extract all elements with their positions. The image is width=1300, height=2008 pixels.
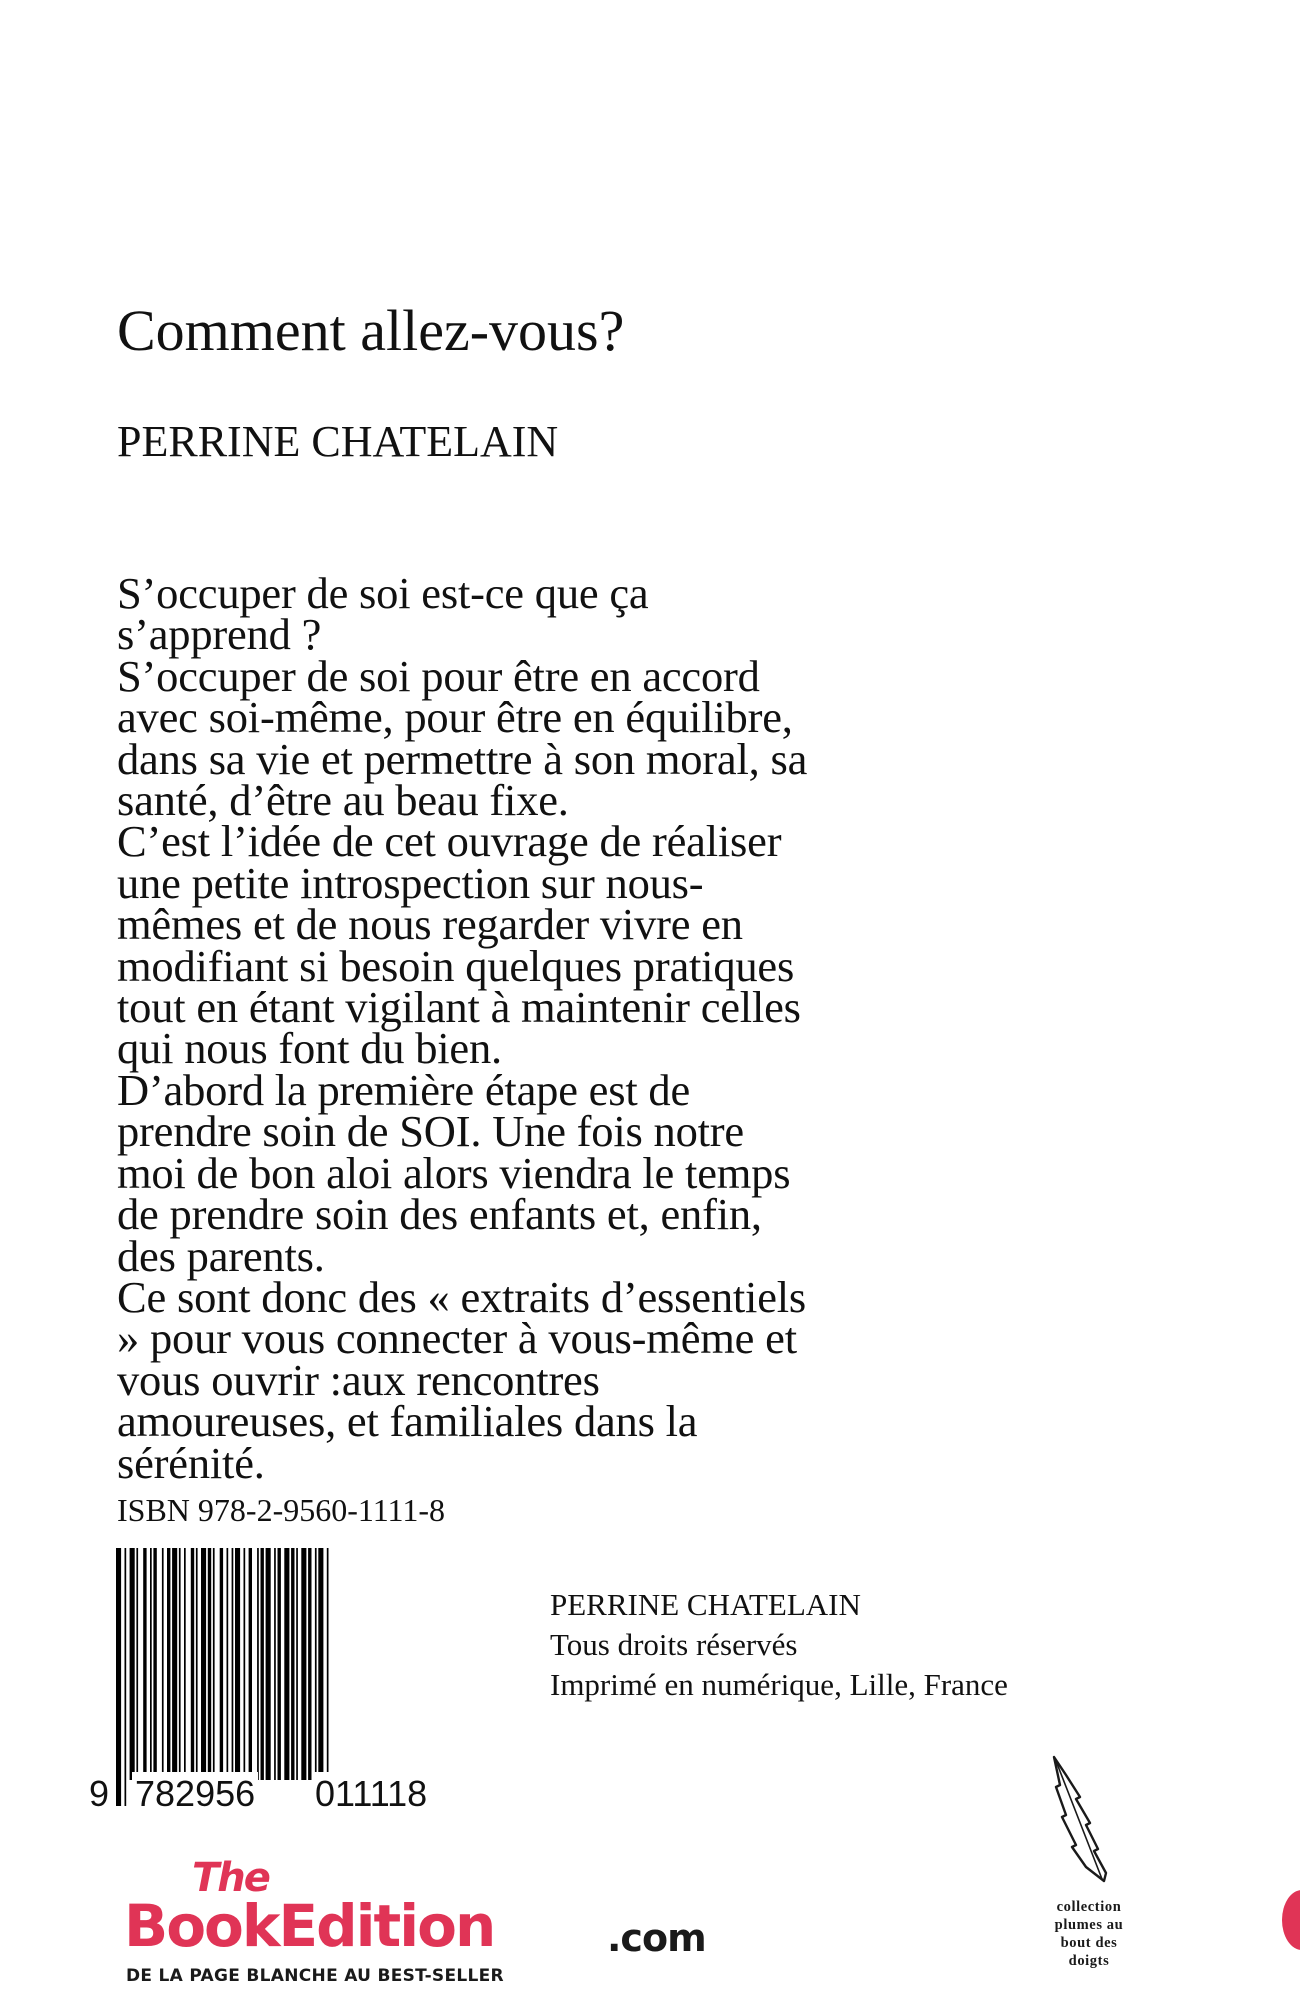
collection-line: bout des — [1060, 1935, 1118, 1951]
rights-printed: Imprimé en numérique, Lille, France — [550, 1667, 1008, 1702]
collection-line: doigts — [1068, 1953, 1110, 1969]
blurb-line: qui nous font du bien. — [117, 1023, 502, 1074]
blurb-line: » pour vous connecter à vous-même et — [117, 1313, 797, 1364]
blurb-line: modifiant si besoin quelques pratiques — [117, 940, 795, 991]
rights-reserved: Tous droits réservés — [550, 1627, 798, 1662]
blurb-line: une petite introspection sur nous- — [117, 857, 704, 908]
blurb-line: mêmes et de nous regarder vivre en — [117, 899, 743, 950]
isbn-label: ISBN 978-2-9560-1111-8 — [117, 1492, 445, 1528]
collection-line: collection — [1056, 1899, 1122, 1915]
logo-tagline: DE LA PAGE BLANCHE AU BEST-SELLER — [126, 1966, 504, 1986]
blurb-line: D’abord la première étape est de — [117, 1064, 691, 1115]
collection-label — [1034, 1898, 1144, 1970]
feather-icon — [1046, 1755, 1116, 1885]
blurb-line: S’occuper de soi est-ce que ça — [117, 568, 649, 618]
rights-author: PERRINE CHATELAIN — [550, 1587, 861, 1622]
blurb-line: santé, d’être au beau fixe. — [117, 775, 569, 826]
spine-edge-mark — [1282, 1890, 1300, 1950]
blurb-line: S’occuper de soi pour être en accord — [117, 650, 760, 701]
barcode-digits-left: 782956 — [132, 1772, 258, 1816]
blurb-line: s’apprend ? — [117, 609, 322, 660]
barcode-digits-right: 011118 — [312, 1772, 430, 1816]
blurb-line: dans sa vie et permettre à son moral, sa — [117, 733, 808, 784]
publisher-logo — [124, 1855, 744, 1988]
book-title: Comment allez-vous? — [117, 298, 625, 363]
blurb-line: des parents. — [117, 1230, 325, 1281]
logo-bookedition: BookEdition — [124, 1892, 495, 1960]
logo-the: The — [192, 1855, 269, 1901]
blurb-line: tout en étant vigilant à maintenir celles — [117, 982, 801, 1033]
copyright-block — [550, 1585, 1008, 1705]
back-cover-blurb — [117, 568, 977, 1488]
blurb-line: amoureuses, et familiales dans la — [117, 1396, 698, 1447]
blurb-line: vous ouvrir :aux rencontres — [117, 1354, 600, 1405]
blurb-line: C’est l’idée de cet ouvrage de réaliser — [117, 816, 782, 867]
isbn-barcode — [90, 1540, 480, 1820]
collection-line: plumes au — [1054, 1917, 1124, 1933]
blurb-line: Ce sont donc des « extraits d’essentiels — [117, 1271, 807, 1322]
author-name: PERRINE CHATELAIN — [117, 417, 559, 466]
blurb-line: avec soi-même, pour être en équilibre, — [117, 692, 793, 743]
blurb-line: de prendre soin des enfants et, enfin, — [117, 1189, 762, 1240]
blurb-line: moi de bon aloi alors viendra le temps — [117, 1147, 791, 1198]
blurb-line: sérénité. — [117, 1437, 265, 1488]
blurb-line: prendre soin de SOI. Une fois notre — [117, 1106, 744, 1157]
barcode-digit-first: 9 — [86, 1772, 112, 1816]
logo-domain: .com — [607, 1916, 706, 1960]
